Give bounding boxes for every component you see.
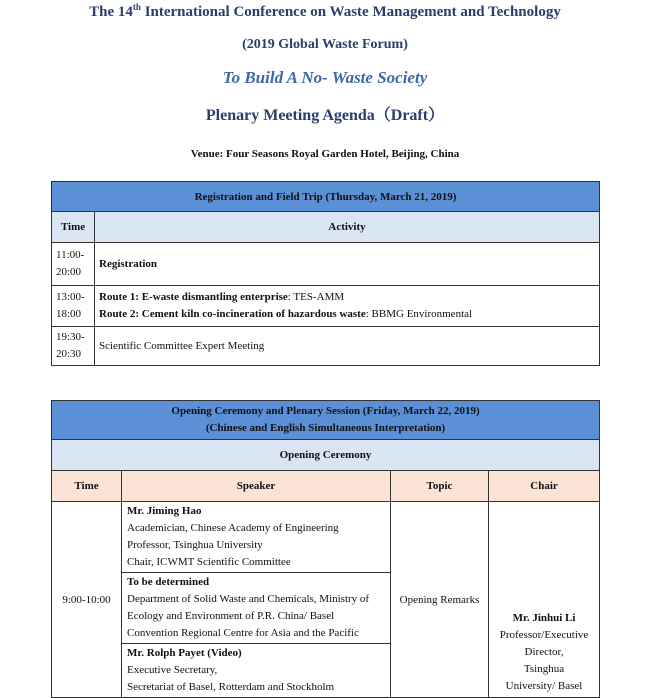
activity-cell: Route 1: E-waste dismantling enterprise: TES-AMM Route 2: Cement kiln co-incineration of hazardous waste: BBMG Environmental: [95, 286, 600, 327]
col-topic: Topic: [391, 471, 489, 502]
slogan: To Build A No- Waste Society: [222, 68, 428, 87]
chair-cell: Mr. Jinhui Li Professor/Executive Director, Tsinghua University/ Basel: [489, 502, 600, 698]
col-time: Time: [52, 212, 95, 243]
col-speaker: Speaker: [122, 471, 391, 502]
speaker-cell: To be determined Department of Solid Waste and Chemicals, Ministry of Ecology and Environment of P.R. China/ Basel Convention Regional Centre for Asia and the Pacific: [122, 573, 391, 644]
table-row: [52, 286, 600, 327]
table-row: [52, 243, 600, 286]
table-row: [52, 502, 600, 573]
forum-subtitle: (2019 Global Waste Forum): [242, 37, 408, 52]
speaker-cell: Mr. Jiming Hao Academician, Chinese Academy of Engineering Professor, Tsinghua University Chair, ICWMT Scientific Committee: [122, 502, 391, 573]
session-header: Opening Ceremony and Plenary Session (Friday, March 22, 2019) (Chinese and English Simultaneous Interpretation): [52, 401, 600, 440]
time-cell: 19:30- 20:30: [52, 327, 95, 366]
registration-header: Registration and Field Trip (Thursday, March 21, 2019): [52, 182, 600, 212]
registration-table: [51, 181, 600, 366]
time-cell: 11:00- 20:00: [52, 243, 95, 286]
venue: Venue: Four Seasons Royal Garden Hotel, Beijing, China: [190, 148, 460, 160]
activity-cell: Registration: [95, 243, 600, 286]
activity-cell: Scientific Committee Expert Meeting: [95, 327, 600, 366]
section-opening-ceremony: Opening Ceremony: [52, 440, 600, 471]
opening-ceremony-table: [51, 400, 600, 698]
col-time: Time: [52, 471, 122, 502]
conference-title: The 14th International Conference on Waste Management and Technology: [89, 2, 561, 20]
time-cell: 13:00- 18:00: [52, 286, 95, 327]
col-chair: Chair: [489, 471, 600, 502]
speaker-cell: Mr. Rolph Payet (Video) Executive Secretary, Secretariat of Basel, Rotterdam and Stockholm: [122, 644, 391, 698]
time-cell: 9:00-10:00: [52, 502, 122, 698]
topic-cell: Opening Remarks: [391, 502, 489, 698]
col-activity: Activity: [95, 212, 600, 243]
agenda-title: Plenary Meeting Agenda（Draft）: [205, 107, 445, 124]
table-row: [52, 327, 600, 366]
